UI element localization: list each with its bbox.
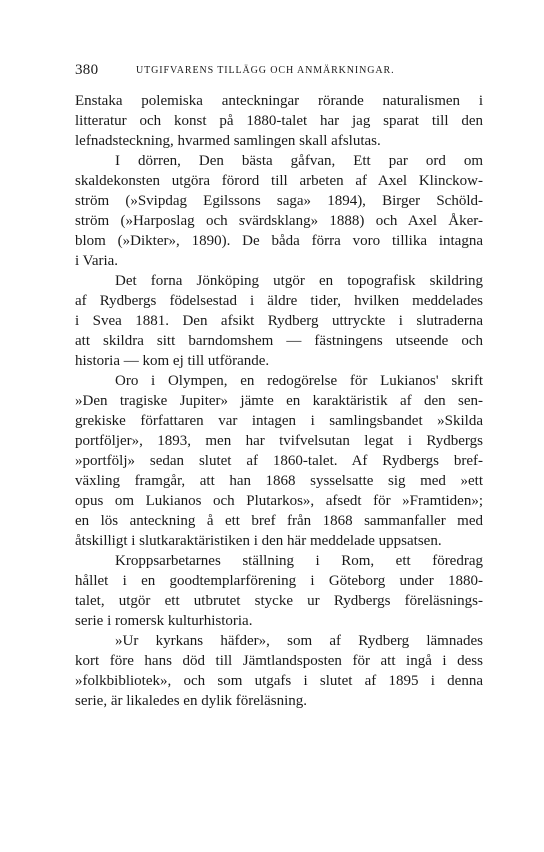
text-line: ström (»Svipdag Egilssons saga» 1894), Birger Schöld- [75,193,483,209]
body-text [75,91,483,711]
page-header [75,62,483,82]
text-line: lefnadsteckning, hvarmed samlingen skall afslutas. [75,133,381,149]
text-line: opus om Lukianos och Plutarkos», afsedt för »Framtiden»; [75,493,483,509]
text-line: kort före hans död till Jämtlandsposten för att ingå i dess [75,653,483,669]
text-line: att skildra sitt barndomshem — fästningens utseende och [75,333,483,349]
text-line: Oro i Olympen, en redogörelse för Lukianos' skrift [115,373,483,389]
text-line: växling framgår, att han 1868 sysselsatte sig med »ett [75,473,483,489]
text-line: I dörren, Den bästa gåfvan, Ett par ord om [115,153,483,169]
text-line: ström (»Harposlag och svärdsklang» 1888) och Axel Åker- [75,213,483,229]
text-line: »folkbibliotek», och som utgafs i slutet af 1895 i denna [75,673,483,689]
text-line: grekiske författaren var intagen i samlingsbandet »Skilda [75,413,483,429]
text-line: i Varia. [75,253,119,269]
text-line: serie, är likaledes en dylik föreläsning. [75,693,308,709]
text-line: i Svea 1881. Den afsikt Rydberg uttryckte i slutraderna [75,313,483,329]
text-line: hållet i en goodtemplarförening i Göteborg under 1880- [75,573,483,589]
text-line: litteratur och konst på 1880-talet har jag sparat till den [75,113,483,129]
text-line: en lös anteckning å ett bref från 1868 sammanfaller med [75,513,483,529]
text-line: »Ur kyrkans häfder», som af Rydberg lämnades [115,633,483,649]
text-line: blom (»Dikter», 1890). De båda förra voro tillika intagna [75,233,483,249]
text-line: serie i romersk kulturhistoria. [75,613,253,629]
text-line: »portfölj» sedan slutet af 1860-talet. Af Rydbergs bref- [75,453,483,469]
text-line: Kroppsarbetarnes ställning i Rom, ett föredrag [115,553,483,569]
text-line: Det forna Jönköping utgör en topografisk skildring [115,273,483,289]
text-line: skaldekonsten utgöra förord till arbeten af Axel Klinckow- [75,173,483,189]
text-line: åtskilligt i slutkaraktäristiken i den här meddelade uppsatsen. [75,533,442,549]
text-line: talet, utgör ett utbrutet stycke ur Rydbergs föreläsnings- [75,593,483,609]
running-head: UTGIFVARENS TILLÄGG OCH ANMÄRKNINGAR. [136,65,395,76]
text-line: portföljer», 1893, men har tvifvelsutan legat i Rydbergs [75,433,483,449]
text-line: historia — kom ej till utförande. [75,353,270,369]
text-line: af Rydbergs födelsestad i äldre tider, hvilken meddelades [75,293,483,309]
text-line: Enstaka polemiska anteckningar rörande naturalismen i [75,93,483,109]
text-line: »Den tragiske Jupiter» jämte en karaktäristik af den sen- [75,393,483,409]
page-number: 380 [75,62,99,78]
